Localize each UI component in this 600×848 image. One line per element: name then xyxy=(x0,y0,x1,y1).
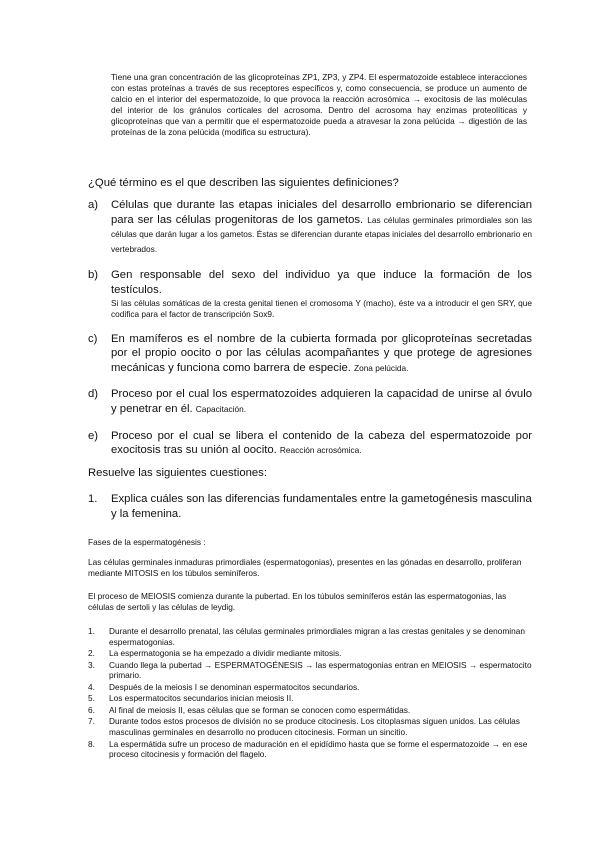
step-number: 1. xyxy=(88,626,95,636)
definition-answer: Si las células somáticas de la cresta genital tienen el cromosoma Y (macho), éste va a introducir el gen SRY, que codifica para el factor de transcripción Sox9. xyxy=(111,297,532,319)
definitions-list xyxy=(88,198,532,470)
definition-text: Proceso por el cual los espermatozoides adquieren la capacidad de unirse al óvulo y penetrar en él. xyxy=(111,388,532,415)
definition-answer: Reacción acrosómica. xyxy=(279,445,362,456)
list-item xyxy=(88,626,532,647)
definition-text: En mamíferos es el nombre de la cubierta formada por glicoproteínas secretadas por el propio oocito o por las células acompañantes y que protege de agresiones mecánicas y funciona como barrera de especie. xyxy=(111,332,532,374)
definition-answer: Las células germinales primordiales son las células que darán lugar a los gametos. Éstas se diferencian durante etapas iniciales del desarrollo embrionario en vertebrados. xyxy=(111,214,533,254)
questions-heading: Resuelve las siguientes cuestiones: xyxy=(88,467,267,479)
definition-item-b xyxy=(88,268,532,319)
step-text: Durante todos estos procesos de división no se produce citocinesis. Los citoplasmas siguen unidos. Las células masculinas germinales en desarrollo no producen citocinesis. Forman un sincitio. xyxy=(109,716,520,738)
definition-item-c xyxy=(88,332,532,376)
step-number: 2. xyxy=(88,648,95,659)
step-number: 8. xyxy=(88,738,95,749)
step-number: 3. xyxy=(88,659,95,670)
step-number: 4. xyxy=(88,681,95,692)
list-item xyxy=(88,739,532,760)
list-item xyxy=(88,705,532,716)
definition-letter: d) xyxy=(88,388,99,401)
definition-answer: Capacitación. xyxy=(195,403,247,414)
question-item-1 xyxy=(88,492,532,521)
list-item xyxy=(88,693,532,704)
definition-item-a xyxy=(88,198,532,256)
definition-letter: a) xyxy=(88,199,99,211)
question-text: Explica cuáles son las diferencias fundamentales entre la gametogénesis masculina y la femenina. xyxy=(111,493,532,520)
step-text: Los espermatocitos secundarios inician meiosis II. xyxy=(109,693,294,704)
list-item xyxy=(88,648,532,659)
list-item xyxy=(88,716,532,737)
step-text: La espermatogonia se ha empezado a dividir mediante mitosis. xyxy=(109,648,342,659)
definition-item-d xyxy=(88,387,532,416)
definition-letter: b) xyxy=(88,269,99,282)
definition-text: Gen responsable del sexo del individuo ya que induce la formación de los testículos. xyxy=(111,269,532,296)
definition-letter: c) xyxy=(88,332,98,345)
intro-paragraph: Tiene una gran concentración de las glicoproteínas ZP1, ZP3, y ZP4. El espermatozoide establece interacciones con estas proteínas a través de sus receptores específicos y, como consecuencia, se produce un aumento de calcio en el interior del espermatozoide, lo que provoca la reacción acrosómica → exocitosis de las moléculas del interior de los gránulos corticales del acrosoma. Dentro del acrosoma hay enzimas proteolíticas y glicoproteínas que van a permitir que el espermatozoide pueda a atravesar la zona pelúcida → digestión de las proteínas de la zona pelúcida (modifica su estructura). xyxy=(111,72,527,137)
list-item xyxy=(88,682,532,693)
definition-answer: Zona pelúcida. xyxy=(354,362,409,373)
definition-text: Proceso por el cual se libera el contenido de la cabeza del espermatozoide por exocitosis tras su unión al oocito. xyxy=(111,429,532,457)
step-number: 6. xyxy=(88,704,95,715)
definition-item-e xyxy=(88,429,532,458)
question-number: 1. xyxy=(88,493,98,505)
step-text: Al final de meiosis II, esas células que se forman se conocen como espermátidas. xyxy=(109,704,411,715)
step-text: Cuando llega la pubertad → ESPERMATOGÉNESIS → las espermatogonias entran en MEIOSIS → espermatocito primario. xyxy=(109,659,532,681)
step-number: 5. xyxy=(88,693,95,704)
germ-cells-paragraph: Las células germinales inmaduras primordiales (espermatogonias), presentes en las gónadas en desarrollo, proliferan mediante MITOSIS en los túbulos seminíferos. xyxy=(88,557,522,578)
step-text: Después de la meiosis I se denominan espermatocitos secundarios. xyxy=(109,681,360,692)
spermatogenesis-steps-list xyxy=(88,626,532,761)
step-text: La espermátida sufre un proceso de maduración en el epidídimo hasta que se forme el espermatozoide → en ese proceso citocinesis y formación del flagelo. xyxy=(109,738,528,760)
definitions-question: ¿Qué término es el que describen las siguientes definiciones? xyxy=(88,177,399,189)
definition-text: Células que durante las etapas iniciales del desarrollo embrionario se diferencian para ser las células progenitoras de los gametos. xyxy=(111,199,532,226)
step-number: 7. xyxy=(88,716,95,727)
meiosis-paragraph: El proceso de MEIOSIS comienza durante la pubertad. En los túbulos seminíferos están las espermatogonias, las células de sertoli y las células de leydig. xyxy=(88,591,507,612)
step-text: Durante el desarrollo prenatal, las células germinales primordiales migran a las crestas genitales y se denominan espermatogonias. xyxy=(109,626,525,647)
list-item xyxy=(88,660,532,681)
definition-letter: e) xyxy=(88,429,99,442)
phases-heading: Fases de la espermatogénesis : xyxy=(88,537,206,547)
